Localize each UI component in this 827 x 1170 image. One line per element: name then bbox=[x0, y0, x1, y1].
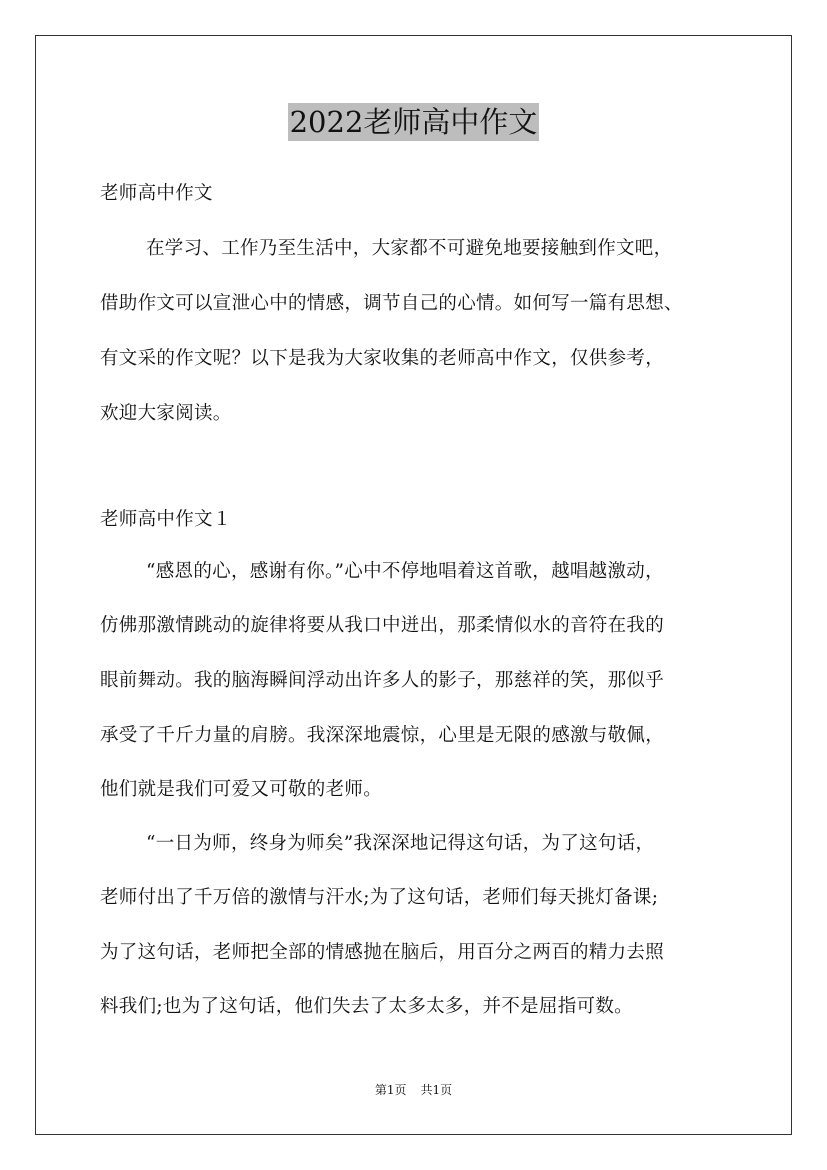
paragraph-line: 欢迎大家阅读。 bbox=[100, 403, 232, 424]
section-heading: 老师高中作文１ bbox=[100, 509, 232, 530]
paragraph-line: “感恩的心，感谢有你。”心中不停地唱着这首歌，越唱越激动， bbox=[146, 561, 664, 582]
paragraph-line: 老师付出了千万倍的激情与汗水;为了这句话，老师们每天挑灯备课; bbox=[100, 887, 659, 908]
document-title bbox=[0, 100, 827, 144]
paragraph-line: 仿佛那激情跳动的旋律将要从我口中迸出，那柔情似水的音符在我的 bbox=[100, 615, 665, 636]
paragraph-line: 眼前舞动。我的脑海瞬间浮动出许多人的影子，那慈祥的笑，那似乎 bbox=[100, 670, 665, 691]
page-footer bbox=[0, 1082, 827, 1098]
paragraph-line: 他们就是我们可爱又可敬的老师。 bbox=[100, 779, 383, 800]
document-title-text: 2022老师高中作文 bbox=[289, 105, 538, 139]
page-number: 第1页 bbox=[374, 1083, 407, 1097]
paragraph-line: 料我们;也为了这句话，他们失去了太多太多，并不是屈指可数。 bbox=[100, 996, 633, 1017]
page-total: 共1页 bbox=[420, 1083, 453, 1097]
paragraph-line: 为了这句话，老师把全部的情感抛在脑后，用百分之两百的精力去照 bbox=[100, 942, 665, 963]
paragraph-line: 有文采的作文呢？以下是我为大家收集的老师高中作文，仅供参考， bbox=[100, 348, 665, 369]
paragraph-line: 在学习、工作乃至生活中，大家都不可避免地要接触到作文吧， bbox=[146, 238, 673, 259]
paragraph-line: 借助作文可以宣泄心中的情感，调节自己的心情。如何写一篇有思想、 bbox=[100, 293, 683, 314]
section-heading: 老师高中作文 bbox=[100, 183, 213, 204]
paragraph-line: 承受了千斤力量的肩膀。我深深地震惊，心里是无限的感激与敬佩， bbox=[100, 725, 665, 746]
paragraph-line: “一日为师，终身为师矣”我深深地记得这句话，为了这句话， bbox=[146, 833, 655, 854]
